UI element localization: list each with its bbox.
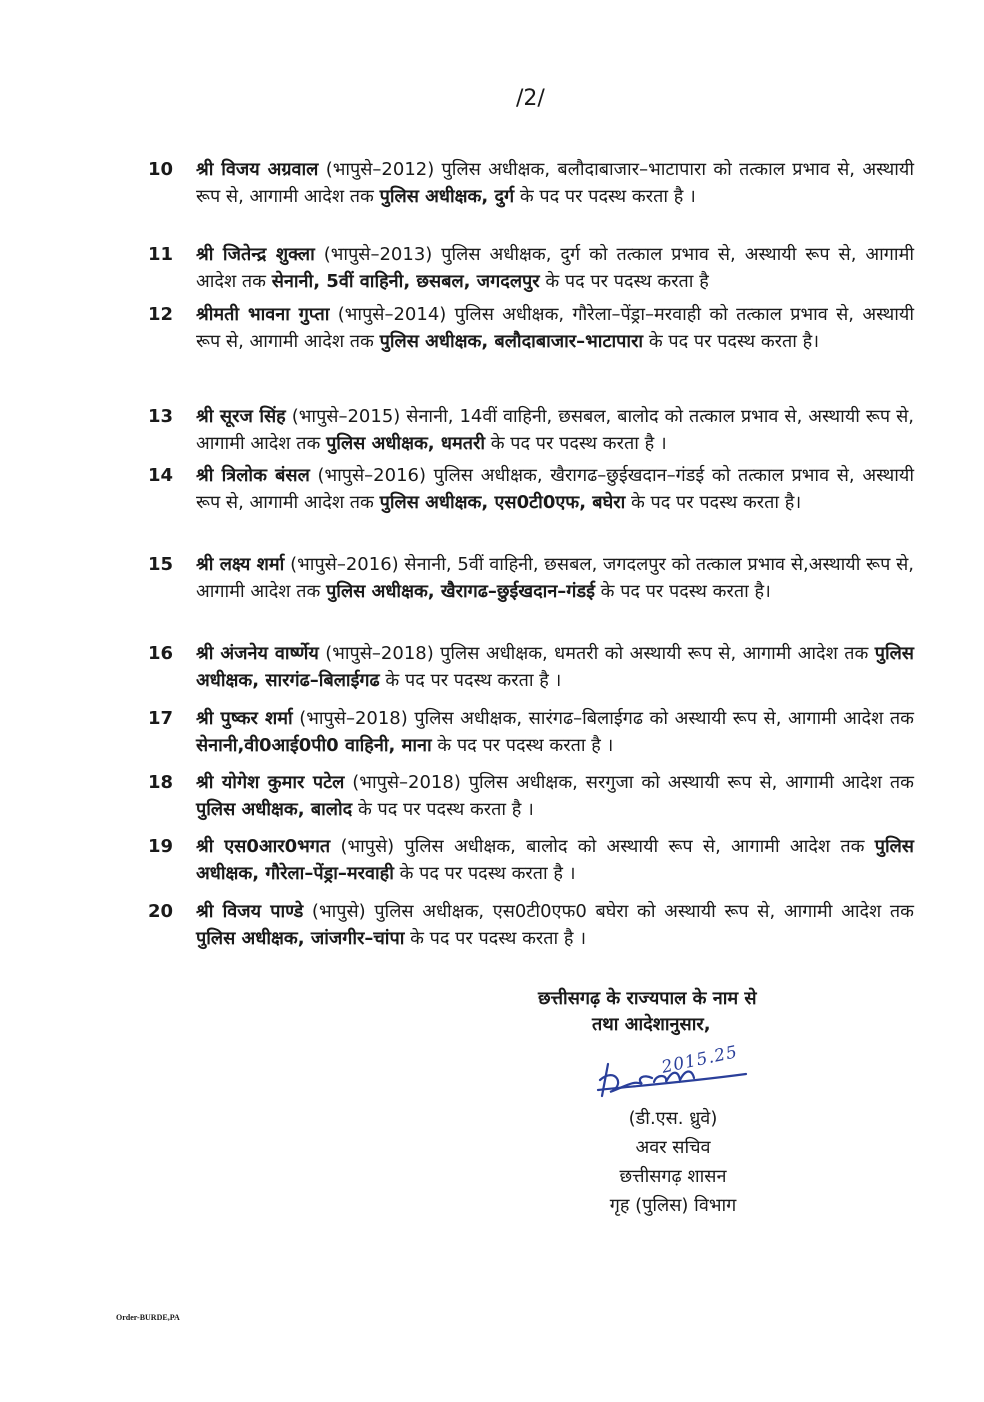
page-number: /2/ (516, 86, 545, 111)
new-posting: पुलिस अधीक्षक, बालोद (196, 799, 353, 820)
officer-name: श्री एस0आर0भगत (196, 836, 331, 857)
new-posting: पुलिस अधीक्षक, जांजगीर–चांपा (196, 928, 405, 949)
order-text: के पद पर पदस्थ करता है। (594, 581, 771, 602)
new-posting: पुलिस अधीक्षक, गौरेला–पेंड्रा–मरवाही (196, 836, 914, 884)
order-text: (भापुसे–2012) पुलिस अधीक्षक, बलौदाबाजार–भाटापारा को तत्काल प्रभाव से, अस्थायी रूप से, आगामी आदेश तक (196, 159, 914, 207)
order-text: (भापुसे–2018) पुलिस अधीक्षक, सरगुजा को अस्थायी रूप से, आगामी आदेश तक (344, 772, 915, 793)
order-text: के पद पर पदस्थ करता है । (514, 186, 696, 207)
order-text: के पद पर पदस्थ करता है । (404, 928, 587, 949)
order-item (148, 898, 914, 952)
new-posting: पुलिस अधीक्षक, सारगंढ–बिलाईगढ (196, 643, 914, 691)
item-number: 11 (148, 244, 174, 265)
new-posting: सेनानी,वी0आई0पी0 वाहिनी, माना (196, 735, 432, 756)
item-number: 14 (148, 465, 174, 486)
item-number: 17 (148, 708, 174, 729)
item-number: 16 (148, 643, 174, 664)
order-text: (भापुसे–2016) सेनानी, 5वीं वाहिनी, छसबल, जगदलपुर को तत्काल प्रभाव से,अस्थायी रूप से, आगामी आदेश तक (196, 554, 914, 602)
new-posting: पुलिस अधीक्षक, एस0टी0एफ, बघेरा (379, 492, 626, 513)
officer-name: श्री पुष्कर शर्मा (196, 708, 293, 729)
item-number: 19 (148, 836, 174, 857)
order-text: के पद पर पदस्थ करता है (539, 271, 709, 292)
order-text: के पद पर पदस्थ करता है । (431, 735, 614, 756)
officer-name: श्री विजय पाण्डे (196, 901, 304, 922)
order-item (148, 156, 914, 210)
item-number: 18 (148, 772, 174, 793)
order-item (148, 301, 915, 355)
order-text: के पद पर पदस्थ करता है । (485, 433, 667, 454)
officer-name: श्रीमती भावना गुप्ता (196, 304, 330, 325)
order-text: (भापुसे–2018) पुलिस अधीक्षक, सारंगढ–बिलाईगढ को अस्थायी रूप से, आगामी आदेश तक (292, 708, 914, 729)
closing-block (538, 986, 838, 1038)
new-posting: पुलिस अधीक्षक, बलौदाबाजार–भाटापारा (379, 331, 644, 352)
order-text: के पद पर पदस्थ करता है। (643, 331, 820, 352)
item-number: 10 (148, 159, 174, 180)
item-number: 15 (148, 554, 174, 575)
new-posting: पुलिस अधीक्षक, दुर्ग (379, 186, 515, 207)
officer-department: गृह (पुलिस) विभाग (609, 1195, 737, 1216)
officer-name: श्री लक्ष्य शर्मा (196, 554, 285, 575)
officer-name: श्री जितेन्द्र शुक्ला (196, 244, 315, 265)
order-item (148, 403, 914, 457)
officer-name: श्री अंजनेय वार्ष्णेय (196, 643, 319, 664)
item-number: 12 (148, 304, 174, 325)
officer-name: (डी.एस. ध्रुवे) (628, 1108, 718, 1129)
officer-government: छत्तीसगढ़ शासन (619, 1166, 727, 1187)
officer-designation: अवर सचिव (635, 1137, 711, 1158)
order-item (148, 462, 914, 516)
order-item (148, 705, 914, 759)
order-text: के पद पर पदस्थ करता है । (379, 670, 562, 691)
officer-name: श्री सूरज सिंह (196, 406, 286, 427)
new-posting: पुलिस अधीक्षक, खैरागढ–छुईखदान–गंडई (326, 581, 595, 602)
order-text: (भापुसे) पुलिस अधीक्षक, बालोद को अस्थायी रूप से, आगामी आदेश तक (330, 836, 875, 857)
new-posting: पुलिस अधीक्षक, धमतरी (326, 433, 486, 454)
order-item (148, 551, 914, 605)
order-text: के पद पर पदस्थ करता है । (352, 799, 534, 820)
order-text: (भापुसे–2014) पुलिस अधीक्षक, गौरेला–पेंड्रा–मरवाही को तत्काल प्रभाव से, अस्थायी रूप से, आगामी आदेश तक (196, 304, 915, 352)
order-text: (भापुसे–2013) पुलिस अधीक्षक, दुर्ग को तत्काल प्रभाव से, अस्थायी रूप से, आगामी आदेश तक (196, 244, 914, 292)
order-text: के पद पर पदस्थ करता है। (625, 492, 802, 513)
order-item (148, 769, 915, 823)
footer-reference: Order-BURDE,PA (116, 1313, 180, 1322)
order-text: के पद पर पदस्थ करता है । (393, 863, 576, 884)
item-number: 20 (148, 901, 174, 922)
closing-line-1: छत्तीसगढ़ के राज्यपाल के नाम से (538, 988, 757, 1009)
new-posting: सेनानी, 5वीं वाहिनी, छसबल, जगदलपुर (271, 271, 540, 292)
officer-block (592, 1104, 754, 1220)
closing-line-2: तथा आदेशानुसार, (592, 1014, 711, 1035)
officer-name: श्री विजय अग्रवाल (196, 159, 319, 180)
officer-name: श्री त्रिलोक बंसल (196, 465, 310, 486)
order-text: (भापुसे–2015) सेनानी, 14वीं वाहिनी, छसबल, बालोद को तत्काल प्रभाव से, अस्थायी रूप से, आगामी आदेश तक (196, 406, 914, 454)
order-item (148, 241, 914, 295)
order-text: (भापुसे–2016) पुलिस अधीक्षक, खैरागढ–छुईखदान–गंडई को तत्काल प्रभाव से, अस्थायी रूप से, आगामी आदेश तक (196, 465, 914, 513)
order-text: (भापुसे–2018) पुलिस अधीक्षक, धमतरी को अस्थायी रूप से, आगामी आदेश तक (318, 643, 875, 664)
officer-name: श्री योगेश कुमार पटेल (196, 772, 345, 793)
item-number: 13 (148, 406, 174, 427)
order-item (148, 640, 914, 694)
order-item (148, 833, 914, 887)
order-text: (भापुसे) पुलिस अधीक्षक, एस0टी0एफ0 बघेरा को अस्थायी रूप से, आगामी आदेश तक (303, 901, 914, 922)
signature-date: 2015.25 (659, 1042, 740, 1078)
